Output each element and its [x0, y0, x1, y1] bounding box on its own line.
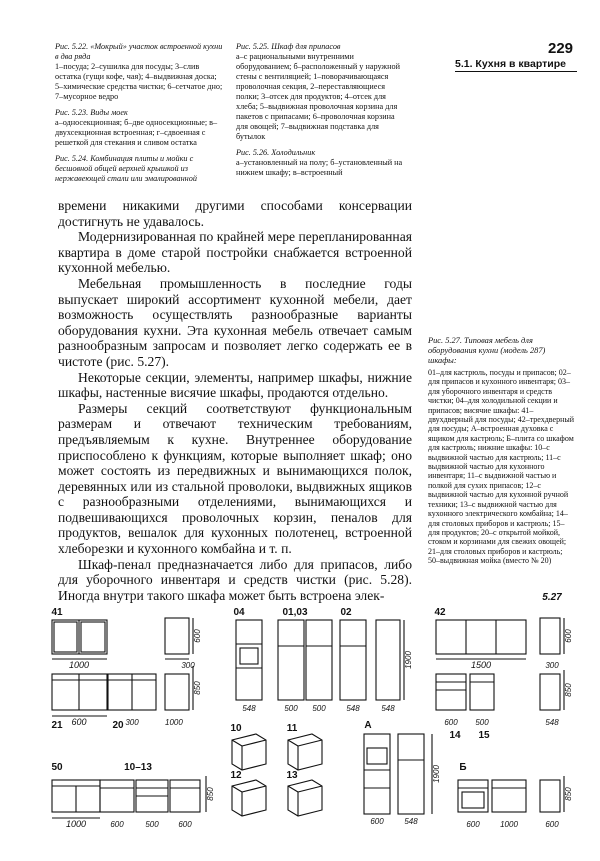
caption-title: Рис. 5.25. Шкаф для припасов [236, 42, 341, 51]
dimension-label: 548 [545, 718, 559, 727]
body-paragraph: времени никакими другими способами консервации достигнуть не удавалось. [58, 198, 412, 229]
drawer-line [232, 786, 242, 792]
item-number: 10–13 [124, 762, 152, 773]
dimension-label: 500 [312, 704, 326, 713]
dimension-label: 300 [125, 718, 139, 727]
dimension-label: 1000 [165, 718, 183, 727]
dimension-label: 600 [545, 820, 559, 829]
caption-title: Рис. 5.24. Комбинация плиты и мойки с бесшовной общей верхней крышкой из нержавеющей стали или эмалированной [55, 154, 197, 183]
caption-fig-5-25 [236, 42, 404, 142]
dimension-label: 1000 [500, 820, 518, 829]
drawer-isometric [232, 780, 266, 816]
dimension-label: 548 [242, 704, 256, 713]
door [81, 622, 105, 652]
dimension-label: 1000 [68, 660, 90, 670]
dimension-label: 548 [381, 704, 395, 713]
cabinet-outline [170, 780, 200, 812]
caption-text: а–с рациональными внутренними оборудованием; б–расположенный у наружной стены с вентиляцией; 1–поворачивающаяся проволочная секция, 2–переставляющиеся полки; 3–отсек для продуктов; 4–отсек для хлеба; 5–выдвижная проволочная корзина для пакетов с припасами; 6–проволочная корзина для овощей; 7–выдвижная подставка для бутылок [236, 52, 400, 141]
dimension-label: 850 [193, 681, 202, 695]
figure-5-27 [0, 588, 600, 858]
caption-title: Рис. 5.22. «Мокрый» участок встроенной кухни в два ряда [55, 42, 223, 61]
side-view [376, 620, 400, 700]
dimension-label: 1500 [470, 660, 492, 670]
drawer-line [298, 740, 322, 746]
dimension-label: 850 [564, 683, 573, 697]
dimension-label: 1900 [404, 651, 413, 669]
drawer-isometric [232, 734, 266, 770]
side-view [165, 618, 189, 654]
caption-fig-5-26 [236, 148, 404, 178]
captions-left [55, 42, 225, 184]
header-rule [455, 71, 577, 72]
dimension-label: 600 [444, 718, 458, 727]
dimension-label: 600 [564, 629, 573, 643]
page-number: 229 [548, 40, 574, 57]
body-paragraph: Некоторые секции, элементы, например шкафы, нижние шкафы, настенные висячие шкафы, продаются отдельно. [58, 369, 412, 401]
dimension-label: 850 [564, 787, 573, 801]
caption-text: а–установленный на полу; б–установленный на нижнем шкафу; в–встроенный [236, 158, 403, 177]
drawer-line [298, 786, 322, 792]
item-number: 15 [478, 730, 490, 741]
body-paragraph: Размеры секций соответствуют функциональным размерам и отвечают техническим требованиям, предъявляемым к кухне. Внутреннее оборудование приспособлено к функциям, которые выполняет шкаф; оно может состоять из передвижных и вынимающихся полок, деревянных или из стальной проволоки, выдвижных ящиков с разнообразными отделениями, вынимающихся и подвешивающихся проволочных корзин, пеналов для продуктов, вешалок для кухонных полотенец, встроенной хлеборезки и кухонного комбайна и т. п. [58, 400, 412, 557]
side-view [540, 780, 560, 812]
dimension-label: 1900 [432, 765, 441, 783]
item-number: 20 [112, 720, 124, 731]
caption-text: 1–посуда; 2–сушилка для посуды; 3–слив остатка (гущи кофе, чая); 4–выдвижная доска; 5–химические средства чистки; 6–сетчатое дно; 7–мусорное ведро [55, 62, 223, 101]
cabinet-outline [470, 674, 494, 710]
cabinet-outline [492, 780, 526, 812]
body-text [58, 198, 412, 603]
oven-window [367, 748, 387, 764]
captions-mid [236, 42, 404, 178]
item-number: 13 [286, 770, 298, 781]
item-number: 21 [51, 720, 63, 731]
dimension-label: 1000 [65, 819, 87, 829]
body-paragraph: Мебельная промышленность в последние годы выпускает широкий ассортимент кухонной мебели, дает возможность осуществлять разнообразные варианты оборудования кухни. Эта кухонная мебель отвечает самым разнообразным запросам и позволяет легко содержать ее в чистоте (рис. 5.27). [58, 275, 412, 369]
item-number: 42 [434, 607, 446, 618]
dimension-label: 300 [181, 661, 195, 670]
cabinet-outline [364, 734, 390, 814]
body-paragraph: Модернизированная по крайней мере перепланированная квартира в доме старой постройки снабжается встроенной кухонной мебелью. [58, 229, 412, 276]
running-head: 5.1. Кухня в квартире [455, 58, 566, 70]
item-number: 11 [286, 723, 298, 734]
dimension-label: 600 [178, 820, 192, 829]
drawer-line [242, 740, 266, 746]
caption-text: а–односекционная; б–две односекционные; в–двухсекционная встроенная; г–сдвоенная с решеткой для стекания и сливом остатка [55, 118, 218, 147]
caption-fig-5-24 [55, 154, 225, 184]
item-number: 10 [230, 723, 242, 734]
drawer-isometric [288, 734, 322, 770]
drawer-line [288, 786, 298, 792]
fridge-panel [240, 648, 258, 664]
dimension-label: 850 [206, 787, 215, 801]
body-paragraph: Шкаф-пенал предназначается либо для припасов, либо для уборочного инвентаря и средств чистки (рис. 5.28). Иногда внутри такого шкафа может быть встроена элек- [58, 556, 412, 603]
cabinet-outline [306, 620, 332, 700]
side-view [540, 674, 560, 710]
dimension-label: 600 [370, 817, 384, 826]
side-caption-fig-5-27 [428, 336, 576, 566]
dimension-label: 500 [145, 820, 159, 829]
dimension-label: 300 [545, 661, 559, 670]
item-number: 04 [233, 607, 245, 618]
item-number: Б [459, 762, 467, 773]
dimension-label: 500 [475, 718, 489, 727]
item-number: 12 [230, 770, 242, 781]
dimension-label: 548 [404, 817, 418, 826]
drawer-isometric [288, 780, 322, 816]
cabinet-outline [436, 674, 466, 710]
dimension-label: 600 [110, 820, 124, 829]
item-number: 50 [51, 762, 63, 773]
caption-fig-5-23 [55, 108, 225, 148]
caption-title: Рис. 5.27. Типовая мебель для оборудования кухни (модель 287) шкафы: [428, 336, 546, 365]
item-number: 02 [340, 607, 352, 618]
item-number: 41 [51, 607, 63, 618]
door [54, 622, 77, 652]
caption-title: Рис. 5.26. Холодильник [236, 148, 316, 157]
cabinet-outline [436, 620, 526, 654]
dimension-label: 600 [193, 629, 202, 643]
dimension-label: 600 [466, 820, 480, 829]
cabinet-outline [340, 620, 366, 700]
item-number: 01,03 [282, 607, 308, 618]
dimension-label: 500 [284, 704, 298, 713]
cabinet-outline [398, 734, 424, 814]
dimension-label: 600 [71, 717, 87, 727]
drawer-line [242, 786, 266, 792]
drawer-line [232, 740, 242, 746]
side-view [165, 674, 189, 710]
cabinet-outline [278, 620, 304, 700]
dimension-label: 548 [346, 704, 360, 713]
oven-door [462, 792, 484, 808]
caption-text: 01–для кастрюль, посуды и припасов; 02–для припасов и кухонного инвентаря; 03–для уборочного инвентаря и средств чистки; 04–для холодильной секции и припасов; висячие шкафы: 41–двухдверный для посуды; 42–трехдверный для посуды; А–встроенная духовка с ящиком для кастрюль; Б–плита со шкафом для кастрюль; нижние шкафы: 10–с выдвижной частью для кастрюль; 11–с выдвижной частью для кухонного инвентаря; 11–с выдвижной частью и полкой для сухих припасов; 12–с выдвижной частью для кухонной ручной техники; 13–с выдвижной частью для кухонного электрического комбайна; 14–для столовых приборов и кастрюль; 15–для продуктов; 20–с открытой мойкой, стоком и корзинами для свежих овощей; 21–для столовых приборов и кастрюль; 50–выдвижная мойка (вместо № 20) [428, 368, 575, 566]
figure-label: 5.27 [542, 592, 562, 603]
drawer-line [288, 740, 298, 746]
caption-fig-5-22 [55, 42, 225, 102]
item-number: 14 [449, 730, 461, 741]
side-view [540, 618, 560, 654]
item-number: А [364, 720, 372, 731]
caption-title: Рис. 5.23. Виды моек [55, 108, 128, 117]
cabinet-outline [100, 780, 134, 812]
